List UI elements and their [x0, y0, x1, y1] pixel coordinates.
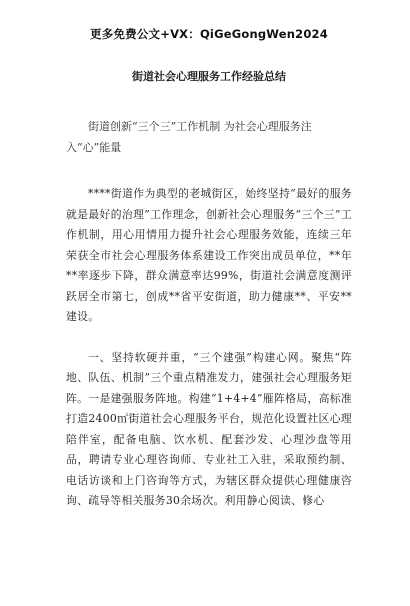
body-paragraph-section-one: 一、坚持软硬并重，“三个建强”构建心网。聚焦“阵地、队伍、机制”三个重点精准发力，建强社会心理服务矩阵。一是建强服务阵地。构建“1+4+4”雁阵格局，高标准打造2400㎡街道社会心理服务平台，规范化设置社区心理陪伴室，配备电脑、饮水机、配套沙发、心理沙盘等用品，聘请专业心理咨询师、专业社工入驻，采取预约制、电话访谈和上门咨询等方式，为辖区群众提供心理健康咨询、疏导等相关服务30余场次。利用静心阅读、修心 [66, 350, 352, 507]
document-page [0, 26, 410, 606]
body-paragraph-intro: ****街道作为典型的老城街区，始终坚持“最好的服务就是最好的治理”工作理念，创新社会心理服务“三个三”工作机制，用心用情用力提升社会心理服务效能，连续三年荣获全市社会心理服务体系建设工作突出成员单位，**年**率逐步下降，群众满意率达99%，街道社会满意度测评跃居全市第七，创成**省平安街道，助力健康**、平安**建设。 [66, 187, 352, 323]
promo-header: 更多免费公文+VX：QiGeGongWen2024 [90, 27, 328, 41]
document-subtitle: 街道创新“三个三”工作机制 为社会心理服务注入“心”能量 [66, 120, 312, 154]
document-title: 街道社会心理服务工作经验总结 [132, 70, 286, 83]
